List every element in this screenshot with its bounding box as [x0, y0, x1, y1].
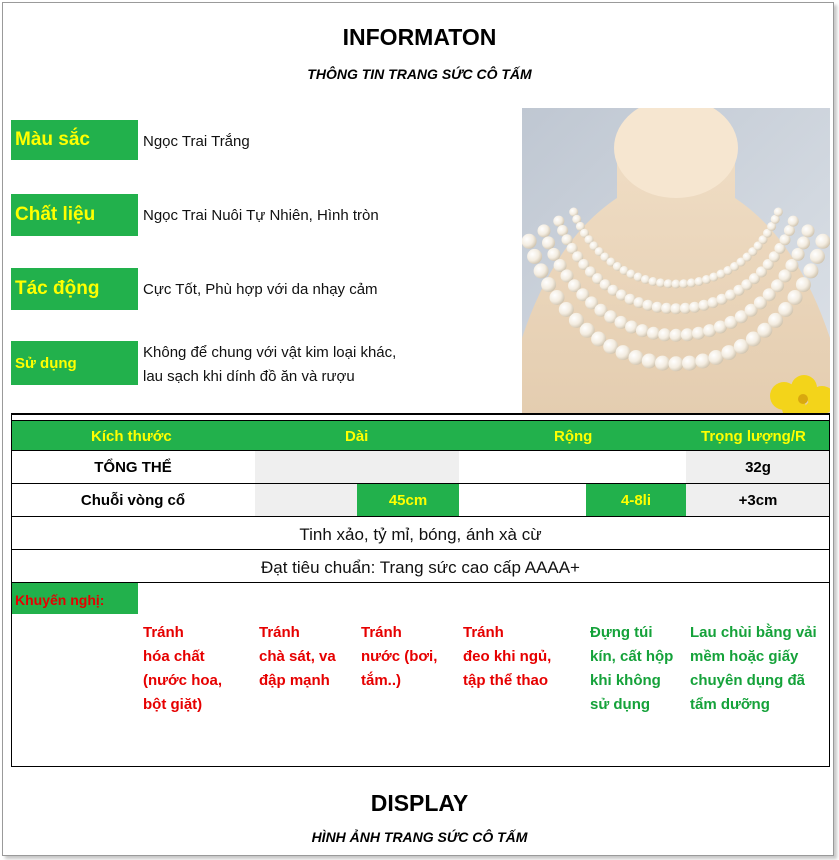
- pearl-bead: [687, 278, 696, 287]
- spec-value-color: Ngọc Trai Trắng: [143, 133, 250, 150]
- pearl-bead: [679, 279, 688, 288]
- advice-item-sleep: Tránh đeo khi ngủ, tập thể thao: [463, 624, 552, 689]
- spec-value-usage: Không để chung với vật kim loại khác, lau sạch khi dính đồ ăn và rượu: [143, 344, 397, 385]
- row-chain-name: Chuỗi vòng cổ: [80, 492, 186, 509]
- row-chain-weight: +3cm: [738, 492, 778, 509]
- pearl-bead: [797, 236, 810, 249]
- pearl-bead: [541, 277, 556, 292]
- col-header-weight: Trọng lượng/R: [701, 428, 806, 445]
- pearl-bead: [538, 224, 551, 237]
- pearl-bead: [669, 356, 684, 371]
- divider-header: [11, 450, 830, 451]
- pearl-bead: [672, 280, 681, 289]
- advice-heading: Khuyến nghị:: [15, 592, 105, 608]
- pearl-bead: [643, 300, 654, 311]
- display-subtitle: HÌNH ẢNH TRANG SỨC CÔ TẤM: [311, 829, 528, 845]
- pearl-bead: [550, 290, 565, 305]
- pearl-necklace-photo: [522, 108, 830, 413]
- pearl-bead: [527, 249, 542, 264]
- pearl-bead: [616, 345, 631, 360]
- pearl-bead: [774, 208, 783, 217]
- pearl-bead: [542, 236, 555, 249]
- advice-item-storage: Đựng túi kín, cất hộp khi không sử dụng: [590, 624, 674, 713]
- pearl-bead: [658, 328, 671, 341]
- advice-item-cleaning: Lau chùi bằng vải mềm hoặc giấy chuyên dụng đã tẩm dưỡng: [690, 624, 817, 713]
- spec-value-effect: Cực Tốt, Phù hợp với da nhạy cảm: [143, 281, 378, 298]
- pearl-bead: [664, 279, 673, 288]
- col-header-size: Kích thước: [91, 428, 172, 445]
- divider-row1: [11, 483, 830, 484]
- table-right-edge: [829, 413, 830, 767]
- row-chain-length: 45cm: [388, 492, 428, 509]
- col-header-width: Rộng: [554, 428, 593, 445]
- advice-item-water: Tránh nước (bơi, tắm..): [361, 624, 438, 689]
- row-total-weight: 32g: [745, 459, 771, 476]
- pearl-bead: [670, 329, 683, 342]
- spec-label-material: Chất liệu: [11, 194, 138, 236]
- pearl-bead: [534, 263, 549, 278]
- row-chain-width: 4-8li: [620, 492, 651, 509]
- pearl-bead: [522, 234, 537, 249]
- pearl-bead: [649, 277, 658, 286]
- advice-item-impact: Tránh chà sát, va đập mạnh: [259, 624, 336, 689]
- advice-item-chemicals: Tránh hóa chất (nước hoa, bột giặt): [143, 624, 223, 713]
- pearl-bead: [553, 216, 564, 227]
- pearl-bead: [803, 263, 818, 278]
- pearl-bead: [802, 224, 815, 237]
- pearl-bead: [788, 216, 799, 227]
- pearl-bead: [636, 324, 649, 337]
- cell-chain-length-left: [255, 484, 357, 516]
- pearl-bead: [815, 234, 830, 249]
- pearl-bead: [792, 248, 805, 261]
- pearl-bead: [784, 225, 795, 236]
- pearl-bead: [682, 356, 697, 371]
- pearl-bead: [689, 302, 700, 313]
- pearl-bead: [785, 259, 798, 272]
- table-left-edge: [11, 413, 12, 767]
- display-title: DISPLAY: [370, 790, 469, 816]
- pearl-bead: [547, 248, 560, 261]
- pearl-bead: [695, 354, 710, 369]
- cell-total-length: [255, 451, 459, 483]
- spec-label-effect: Tác động: [11, 268, 138, 310]
- pearl-bead: [655, 356, 670, 371]
- pearl-bead: [647, 327, 660, 340]
- spec-label-usage: Sử dụng: [11, 341, 138, 385]
- page-title: INFORMATON: [342, 24, 497, 50]
- note-standard: Đạt tiêu chuẩn: Trang sức cao cấp AAAA+: [261, 558, 580, 577]
- pearl-bead: [642, 354, 657, 369]
- row-total-name: TỔNG THỂ: [94, 459, 172, 476]
- pearl-bead: [796, 277, 811, 292]
- pearl-bead: [788, 290, 803, 305]
- pearl-bead: [661, 303, 672, 314]
- note-craft: Tinh xảo, tỷ mỉ, bóng, ánh xà cừ: [299, 525, 542, 544]
- pearl-bead: [652, 302, 663, 313]
- pearl-bead: [810, 249, 825, 264]
- spec-value-material: Ngọc Trai Nuôi Tự Nhiên, Hình tròn: [143, 207, 379, 224]
- pearl-bead: [778, 302, 793, 317]
- pearl-bead: [629, 350, 644, 365]
- divider-bottom: [11, 766, 830, 767]
- pearl-bead: [709, 350, 724, 365]
- col-header-length: Dài: [345, 428, 369, 445]
- divider-note1: [11, 549, 830, 550]
- spec-label-color: Màu sắc: [11, 120, 138, 160]
- page-subtitle: THÔNG TIN TRANG SỨC CÔ TẤM: [307, 66, 532, 82]
- divider-row2: [11, 516, 830, 517]
- divider-top: [11, 413, 830, 415]
- pearl-bead: [681, 328, 694, 341]
- pearl-bead: [680, 303, 691, 314]
- pearl-bead: [671, 303, 682, 314]
- pearl-bead: [692, 327, 705, 340]
- pearl-bead: [656, 278, 665, 287]
- divider-note2: [11, 582, 830, 583]
- size-table-header: [11, 420, 830, 451]
